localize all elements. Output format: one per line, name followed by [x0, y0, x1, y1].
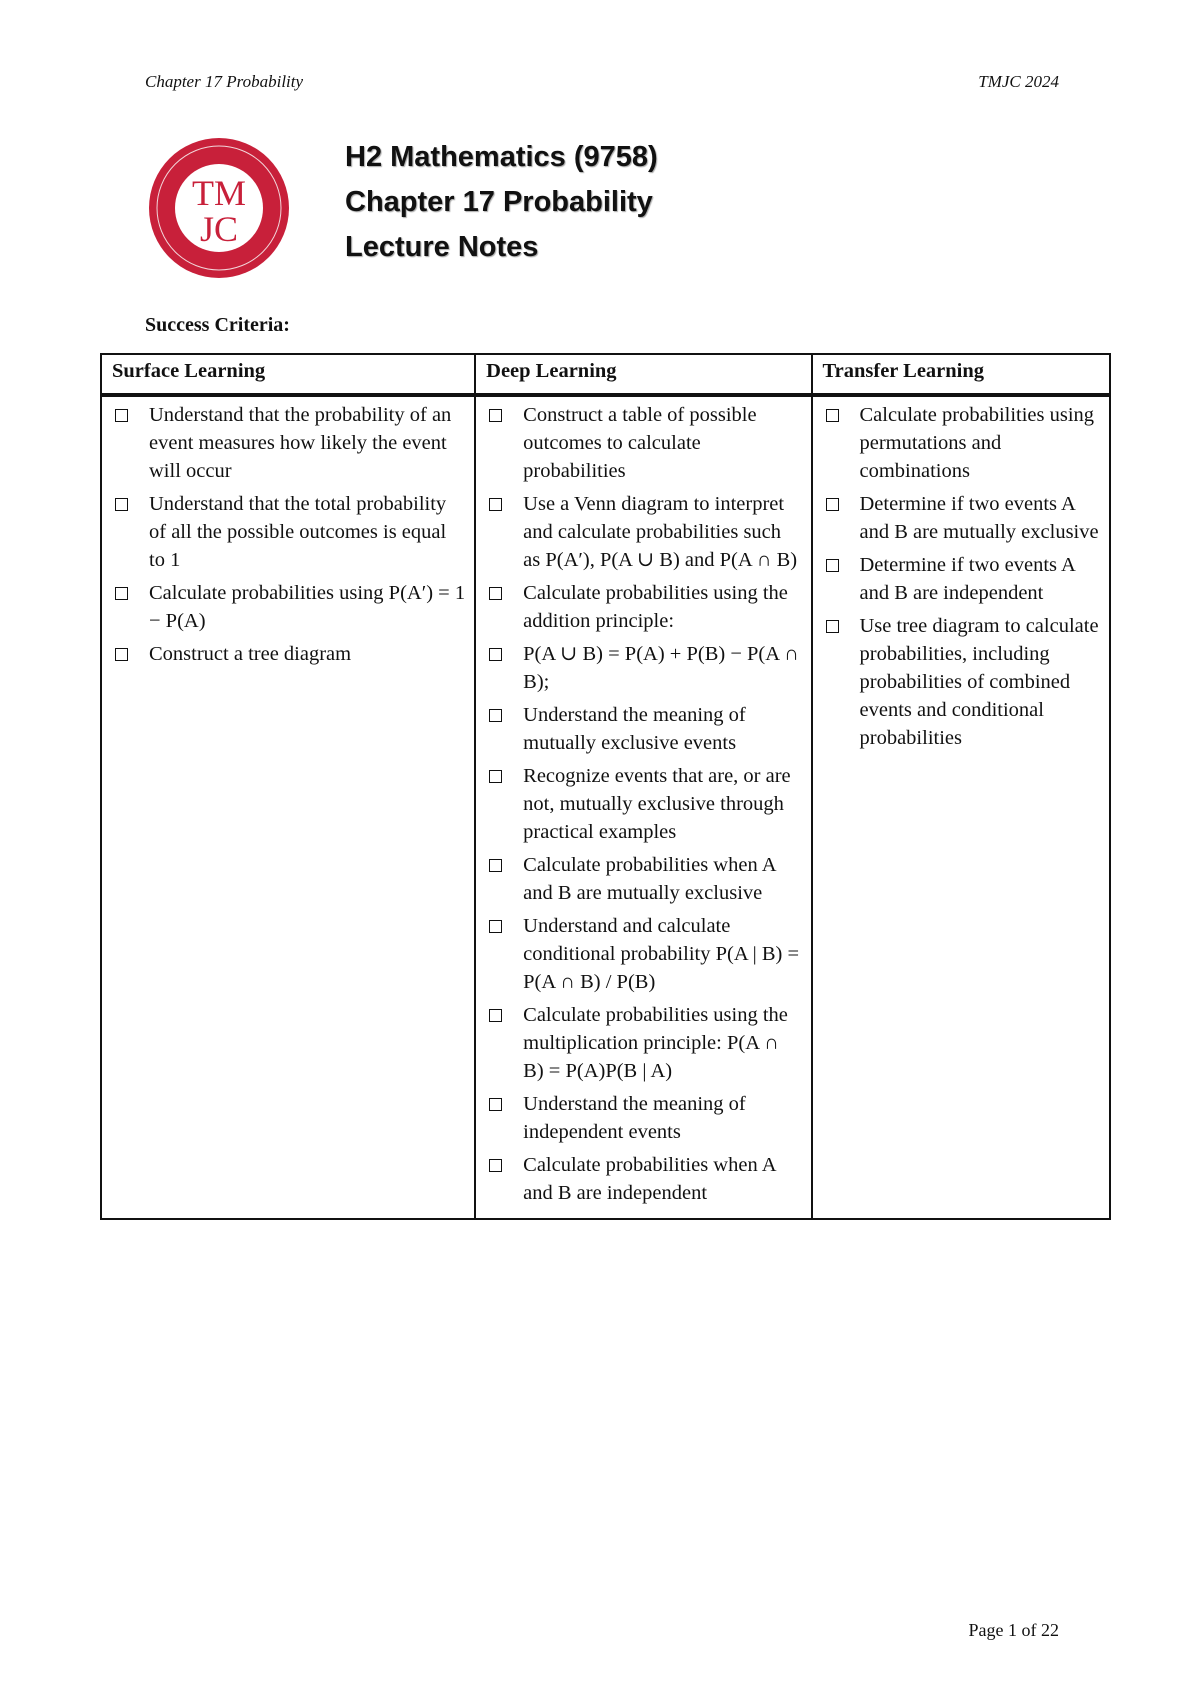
chapter-title: Chapter 17 Probability	[345, 186, 653, 218]
header-surface-learning: Surface Learning	[101, 354, 475, 394]
course-title: H2 Mathematics (9758)	[345, 141, 658, 173]
checklist-item[interactable]: Use a Venn diagram to interpret and calculate probabilities such as P(A′), P(A ∪ B) and P(A ∩ B)	[486, 490, 802, 574]
deep-learning-cell	[475, 396, 811, 1219]
logo-text-bottom: JC	[199, 209, 239, 249]
success-criteria-label: Success Criteria:	[145, 314, 290, 336]
running-header-chapter: Chapter 17 Probability	[145, 72, 304, 91]
checklist-item[interactable]: Understand that the probability of an event measures how likely the event will occur	[112, 401, 466, 485]
school-logo	[148, 137, 290, 279]
checklist-item[interactable]: Determine if two events A and B are independent	[823, 551, 1102, 607]
checklist-item[interactable]: Understand and calculate conditional probability P(A | B) = P(A ∩ B) / P(B)	[486, 912, 802, 996]
logo-text-top: TM	[192, 173, 246, 213]
checklist-item[interactable]: Determine if two events A and B are mutually exclusive	[823, 490, 1102, 546]
transfer-learning-cell	[812, 396, 1111, 1219]
title-block	[345, 135, 658, 270]
page-number: Page 1 of 22	[968, 1620, 1059, 1640]
checklist-item[interactable]: Calculate probabilities using the addition principle:	[486, 579, 802, 635]
checklist-item[interactable]: Use tree diagram to calculate probabilities, including probabilities of combined events and conditional probabilities	[823, 612, 1102, 752]
checklist-item[interactable]: Calculate probabilities using permutations and combinations	[823, 401, 1102, 485]
header-deep-learning: Deep Learning	[475, 354, 811, 394]
checklist-item[interactable]: Calculate probabilities using P(A′) = 1 − P(A)	[112, 579, 466, 635]
checklist-item[interactable]: Calculate probabilities when A and B are independent	[486, 1151, 802, 1207]
checklist-item[interactable]: Construct a tree diagram	[112, 640, 466, 668]
checklist-item[interactable]: Understand that the total probability of all the possible outcomes is equal to 1	[112, 490, 466, 574]
success-criteria-table	[100, 353, 1111, 1220]
checklist-item[interactable]: Calculate probabilities using the multiplication principle: P(A ∩ B) = P(A)P(B | A)	[486, 1001, 802, 1085]
surface-learning-cell	[101, 396, 475, 1219]
checklist-item[interactable]: Understand the meaning of independent events	[486, 1090, 802, 1146]
checklist-item[interactable]: Calculate probabilities when A and B are mutually exclusive	[486, 851, 802, 907]
checklist-item[interactable]: Understand the meaning of mutually exclusive events	[486, 701, 802, 757]
checklist-item[interactable]: Construct a table of possible outcomes to calculate probabilities	[486, 401, 802, 485]
checklist-item[interactable]: Recognize events that are, or are not, mutually exclusive through practical examples	[486, 762, 802, 846]
checklist-item[interactable]: P(A ∪ B) = P(A) + P(B) − P(A ∩ B);	[486, 640, 802, 696]
running-header-school: TMJC 2024	[978, 72, 1059, 91]
notes-title: Lecture Notes	[345, 231, 539, 263]
header-transfer-learning: Transfer Learning	[812, 354, 1111, 394]
